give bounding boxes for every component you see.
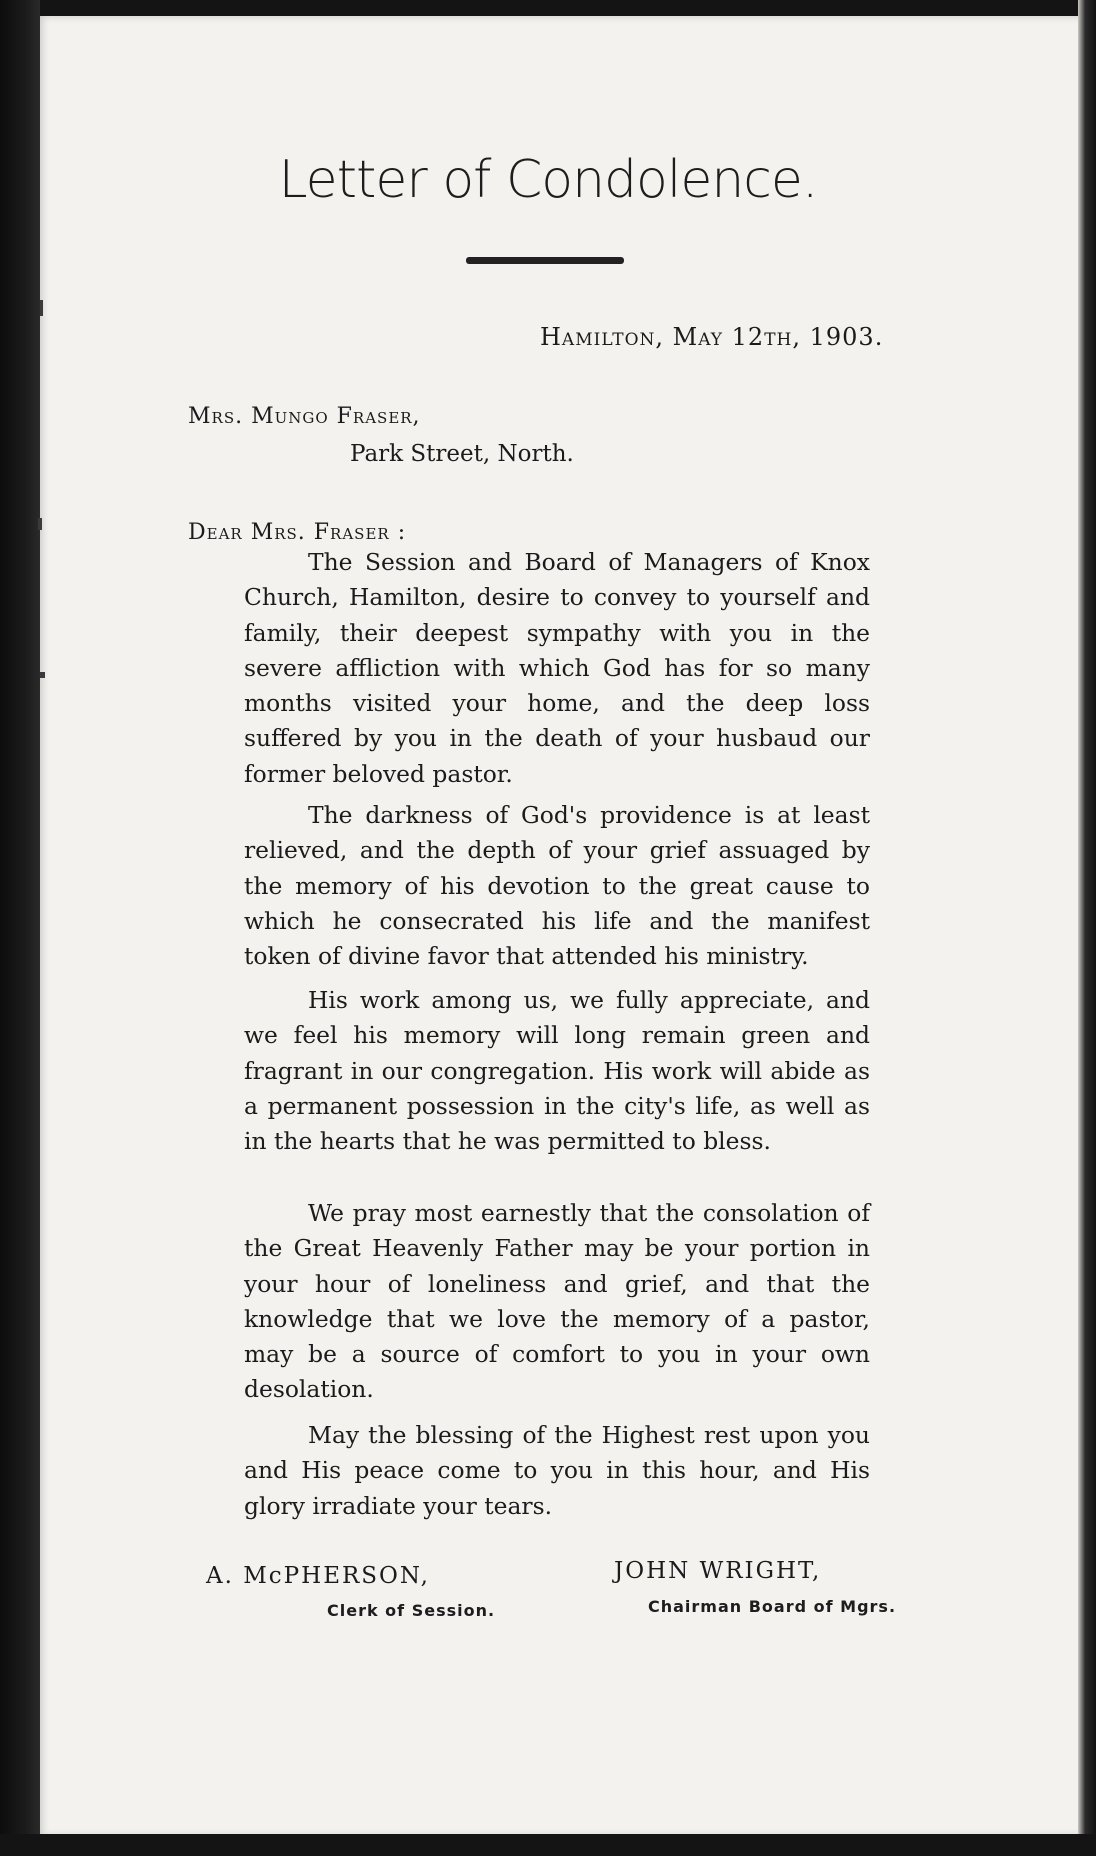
letter-paragraph: The Session and Board of Managers of Knox Church, Hamilton, desire to convey to yourself and family, their deepest sympathy with you in the severe affliction with which God has for so many months visited your home, and the deep loss suffered by you in the death of your husbaud our former beloved pastor.	[244, 548, 870, 788]
page-edge	[1078, 0, 1096, 1856]
signatory-title-chairman: Chairman Board of Mgrs.	[648, 1597, 897, 1616]
letter-title: Letter of Condolence.	[278, 150, 818, 210]
recipient-address: Park Street, North.	[350, 441, 574, 467]
signatory-title-clerk: Clerk of Session.	[327, 1601, 496, 1620]
recipient-name: Mrs. Mungo Fraser,	[188, 404, 421, 429]
gutter-mark	[40, 672, 45, 678]
title-rule	[466, 257, 624, 264]
gutter-mark	[38, 518, 42, 530]
dateline: Hamilton, May 12th, 1903.	[540, 323, 884, 351]
letter-paragraph: We pray most earnestly that the consolation of the Great Heavenly Father may be your portion in your hour of loneliness and grief, and that the knowledge that we love the memory of a pastor, may be a source of comfort to you in your own desolation.	[244, 1199, 870, 1404]
gutter-mark	[40, 300, 43, 316]
book-gutter	[0, 0, 40, 1856]
letter-paragraph: His work among us, we fully appreciate, and we feel his memory will long remain green and fragrant in our congregation. His work will abide as a permanent possession in the city's life, as well as in the hearts that he was permitted to bless.	[244, 986, 870, 1156]
signatory-name-chairman: JOHN WRIGHT,	[614, 1558, 822, 1584]
bottom-border	[0, 1834, 1096, 1856]
letter-paragraph: The darkness of God's providence is at least relieved, and the depth of your grief assuaged by the memory of his devotion to the great cause to which he consecrated his life and the manifest token of divine favor that attended his ministry.	[244, 801, 870, 971]
letter-paragraph: May the blessing of the Highest rest upon you and His peace come to you in this hour, and His glory irradiate your tears.	[244, 1421, 870, 1520]
signatory-name-clerk: A. McPHERSON,	[206, 1563, 430, 1589]
salutation: Dear Mrs. Fraser :	[188, 520, 407, 545]
